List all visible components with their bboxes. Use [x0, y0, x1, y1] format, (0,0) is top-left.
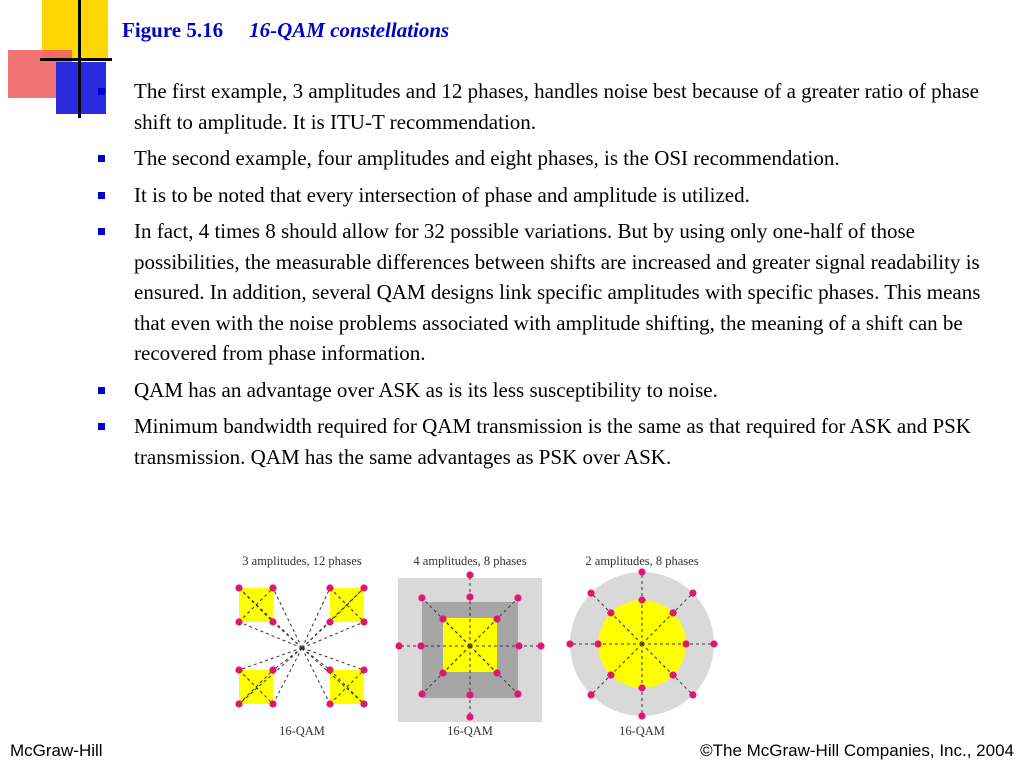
constellation-point: [466, 571, 473, 578]
constellation-point: [326, 618, 333, 625]
panel-3-label: 16-QAM: [619, 724, 665, 738]
constellation-point: [607, 672, 614, 679]
bullet-item: [96, 143, 986, 174]
constellation-point: [360, 666, 367, 673]
constellation-point: [689, 589, 696, 596]
bullet-text: The second example, four amplitudes and eight phases, is the OSI recommendation.: [134, 146, 840, 170]
constellation-point: [360, 618, 367, 625]
constellation-point: [670, 672, 677, 679]
constellation-point: [682, 640, 689, 647]
constellation-point: [689, 691, 696, 698]
bullet-item: [96, 180, 986, 211]
constellation-diagrams: [222, 548, 722, 740]
bullet-item: [96, 76, 986, 137]
constellation-point: [269, 666, 276, 673]
bullet-marker: [98, 228, 105, 235]
constellation-point: [360, 700, 367, 707]
constellation-point: [360, 584, 367, 591]
bullet-text: It is to be noted that every intersection of phase and amplitude is utilized.: [134, 182, 750, 207]
constellation-point: [493, 669, 500, 676]
constellation-point: [269, 618, 276, 625]
bullet-item: [96, 411, 986, 472]
decoration-horizontal-line: [40, 58, 112, 61]
phase-line: [302, 622, 364, 648]
panel-3-constellation: [566, 568, 717, 719]
footer-publisher: McGraw-Hill: [10, 741, 103, 760]
phase-line: [273, 622, 302, 648]
bullet-marker: [98, 155, 105, 162]
constellation-point: [235, 700, 242, 707]
constellation-point: [417, 642, 424, 649]
panel-1-label: 16-QAM: [279, 724, 325, 738]
constellation-point: [395, 642, 402, 649]
figure-number: Figure 5.16: [122, 18, 224, 42]
panel-3-caption: 2 amplitudes, 8 phases: [585, 554, 699, 568]
constellation-point: [514, 690, 521, 697]
phase-line: [302, 588, 330, 648]
constellation-point: [235, 618, 242, 625]
constellation-point: [326, 584, 333, 591]
figure-title: 16-QAM constellations: [249, 18, 450, 42]
bullet-item: [96, 375, 986, 406]
constellation-point: [466, 691, 473, 698]
footer-copyright: ©The McGraw-Hill Companies, Inc., 2004: [700, 741, 1014, 760]
bullet-marker: [98, 88, 105, 95]
phase-line: [239, 622, 302, 648]
constellation-point: [326, 700, 333, 707]
constellation-point: [418, 690, 425, 697]
constellation-point: [710, 640, 717, 647]
phase-line: [302, 622, 330, 648]
panel-1-constellation: [235, 584, 367, 707]
phase-line: [273, 588, 302, 648]
bullet-marker: [98, 192, 105, 199]
constellation-point: [466, 713, 473, 720]
phase-line: [302, 648, 330, 670]
constellation-point: [537, 642, 544, 649]
constellation-point: [638, 596, 645, 603]
bullet-text: In fact, 4 times 8 should allow for 32 possible variations. But by using only one-half of those possibilities, the measurable differences between shifts are increased and greater signal readability is ensured. In addition, several QAM designs link specific amplitudes with specific phases. This means that even with the noise problems associated with amplitude shifting, the meaning of a shift can be recovered from phase information.: [134, 219, 981, 365]
constellation-point: [466, 593, 473, 600]
constellation-figure: [222, 548, 722, 740]
constellation-point: [235, 666, 242, 673]
panel-2-constellation: [395, 571, 544, 722]
constellation-point: [493, 615, 500, 622]
constellation-point: [587, 691, 594, 698]
bullet-text: Minimum bandwidth required for QAM transmission is the same as that required for ASK and PSK transmission. QAM has the same advantages as PSK over ASK.: [134, 414, 971, 469]
bullet-marker: [98, 423, 105, 430]
constellation-point: [607, 609, 614, 616]
bullet-marker: [98, 387, 105, 394]
constellation-point: [638, 684, 645, 691]
constellation-point: [587, 589, 594, 596]
constellation-point: [326, 666, 333, 673]
constellation-point: [439, 669, 446, 676]
bullet-list: [96, 76, 986, 478]
phase-line: [273, 648, 302, 670]
bullet-text: The first example, 3 amplitudes and 12 phases, handles noise best because of a greater ratio of phase shift to amplitude. It is ITU-T recommendation.: [134, 79, 979, 134]
constellation-point: [269, 700, 276, 707]
bullet-text: QAM has an advantage over ASK as is its less susceptibility to noise.: [134, 377, 718, 402]
constellation-point: [638, 568, 645, 575]
slide-title: [122, 18, 449, 43]
panel-2-label: 16-QAM: [447, 724, 493, 738]
bullet-item: [96, 216, 986, 369]
constellation-point: [439, 615, 446, 622]
constellation-point: [670, 609, 677, 616]
constellation-point: [515, 642, 522, 649]
constellation-point: [269, 584, 276, 591]
constellation-point: [638, 712, 645, 719]
panel-1-caption: 3 amplitudes, 12 phases: [242, 554, 362, 568]
constellation-point: [418, 594, 425, 601]
constellation-point: [594, 640, 601, 647]
panel-2-caption: 4 amplitudes, 8 phases: [413, 554, 527, 568]
constellation-point: [514, 594, 521, 601]
constellation-point: [235, 584, 242, 591]
constellation-point: [566, 640, 573, 647]
